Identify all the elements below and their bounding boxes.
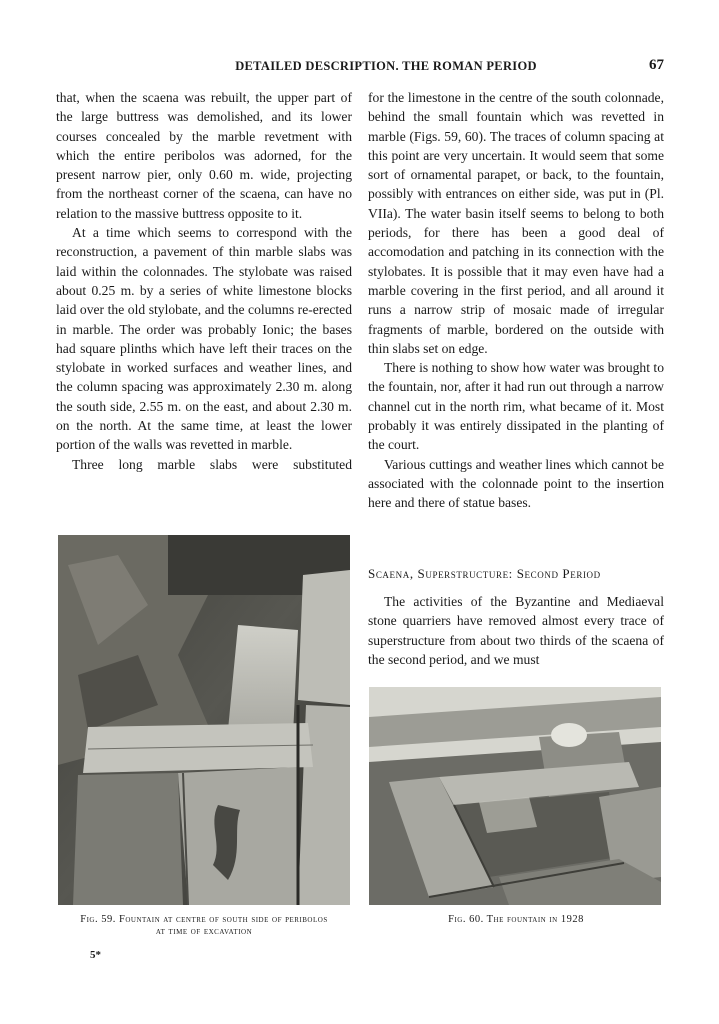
right-column: [368, 88, 664, 513]
left-paragraph-1: that, when the scaena was rebuilt, the upper part of the large buttress was demolished, and its lower courses concealed by the marble revetment with which the entire peribolos was adorned, for the present narrow pier, only 0.60 m. wide, projecting from the northeast corner of the scaena, can have no relation to the massive buttress opposite to it.: [56, 90, 352, 221]
right-paragraph-1: for the limestone in the centre of the south colonnade, behind the small fountain which was revetted in marble (Figs. 59, 60). The traces of column spacing at this point are very uncertain. It would seem that some sort of ornamental parapet, or back, to the fountain, possibly with entrances on either side, was put in (Pl. VIIa). The water basin itself seems to belong to both periods, for there has been a good deal of accomodation and patching in its connection with the stylobates. It is possible that it may even have had a marble covering in the first period, and all around it runs a narrow strip of mosaic made of irregular fragments of marble, bordered on the outside with thin slabs set on edge.: [368, 90, 664, 356]
figure-59-caption-line-2: at time of excavation: [155, 926, 253, 937]
running-head: [56, 59, 666, 79]
right-paragraph-2: There is nothing to show how water was brought to the fountain, nor, after it had run out through a narrow channel cut in the north rim, what became of it. Most probably it was entirely dissipated in the planting of the court.: [368, 360, 664, 453]
running-title: DETAILED DESCRIPTION. THE ROMAN PERIOD: [235, 59, 537, 73]
figure-59-caption-line-1: Fig. 59. Fountain at centre of south side of peribolos: [80, 914, 328, 925]
figure-59-caption: [56, 914, 352, 938]
figure-60-photo: [369, 687, 661, 905]
right-paragraph-4: The activities of the Byzantine and Mediaeval stone quarriers have removed almost every trace of superstructure from about two thirds of the scaena of the second period, and we must: [368, 594, 664, 667]
left-paragraph-2: At a time which seems to correspond with the reconstruction, a pavement of thin marble slabs was laid within the colonnades. The stylobate was raised about 0.25 m. by a series of white limestone blocks laid over the old stylobate, and the columns re-erected in marble. The order was probably Ionic; the bases had square plinths which have left their traces on the stylobate in worked surfaces and weather lines, and the column spacing was approximately 2.30 m. along the south side, 2.55 m. on the east, and about 2.30 m. on the north. At the same time, at least the lower portion of the walls was revetted in marble.: [56, 225, 352, 453]
right-column-continued: [368, 592, 664, 669]
right-paragraph-3: Various cuttings and weather lines which cannot be associated with the colonnade point to the insertion here and there of statue bases.: [368, 456, 664, 511]
left-paragraph-3: Three long marble slabs were substituted: [72, 456, 352, 472]
section-heading: Scaena, Superstructure: Second Period: [368, 566, 601, 581]
page-number: 67: [649, 57, 664, 73]
figure-60-caption: Fig. 60. The fountain in 1928: [448, 914, 584, 925]
left-column: [56, 88, 352, 474]
signature-mark: 5*: [90, 949, 101, 961]
figure-59-photo: [58, 535, 350, 905]
